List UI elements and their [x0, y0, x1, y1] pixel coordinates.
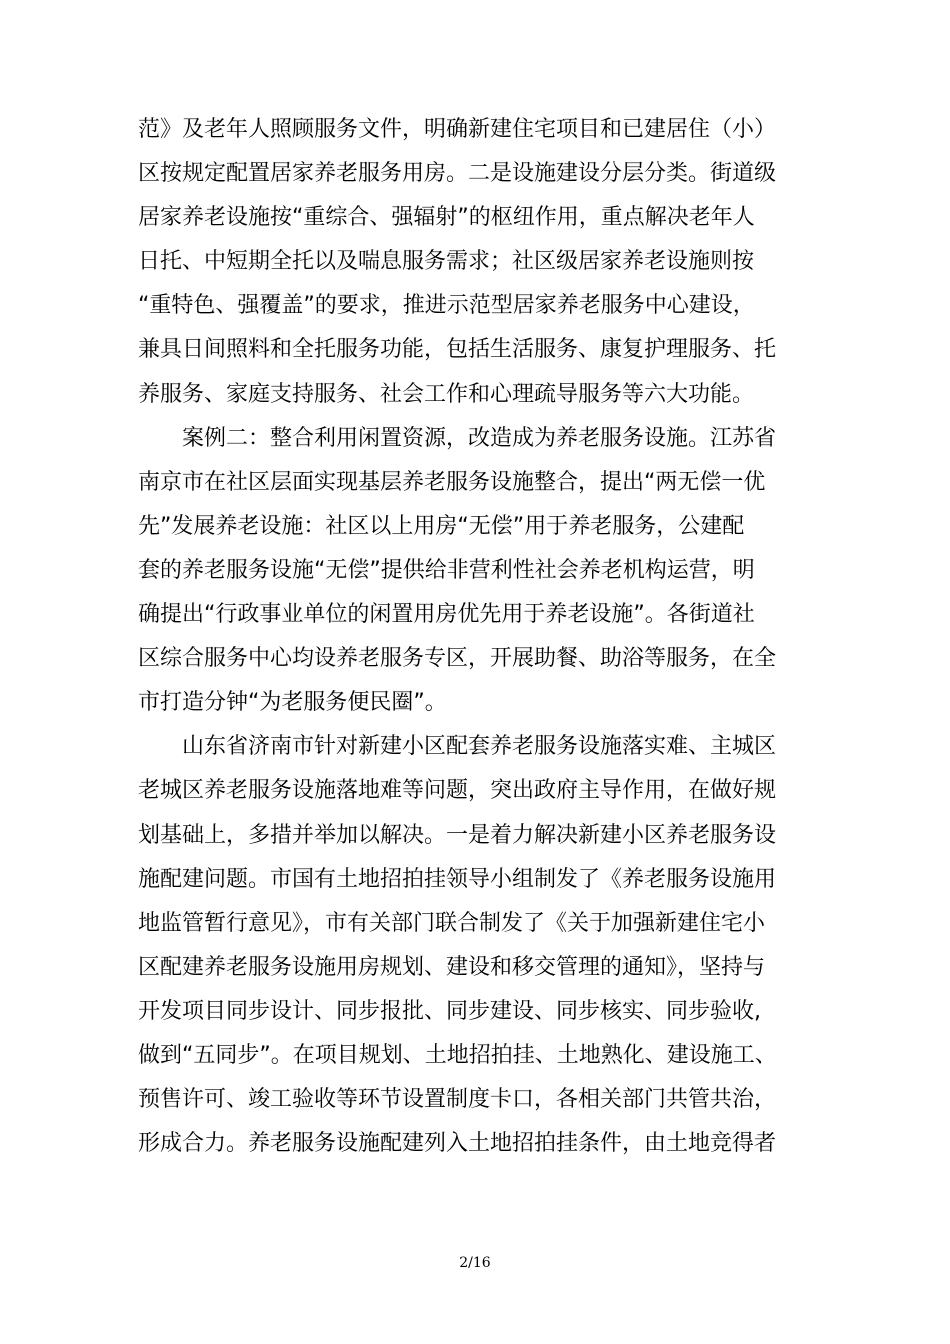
text-line: 做到“五同步”。在项目规划、土地招拍挂、土地熟化、建设施工、 — [138, 1042, 777, 1068]
text-line: 区配建养老服务设施用房规划、建设和移交管理的通知》，坚持与 — [138, 954, 766, 980]
text-line: 区综合服务中心均设养老服务专区，开展助餐、助浴等服务，在全 — [138, 646, 777, 672]
text-line: 开发项目同步设计、同步报批、同步建设、同步核实、同步验收, — [138, 998, 761, 1024]
text-line: 区按规定配置居家养老服务用房。二是设施建设分层分类。街道级 — [138, 161, 777, 187]
text-line: 范》及老年人照顾服务文件，明确新建住宅项目和已建居住（小） — [138, 117, 777, 142]
text-line: 确提出“行政事业单位的闲置用房优先用于养老设施”。各街道社 — [138, 602, 755, 628]
text-line: 预售许可、竣工验收等环节设置制度卡口，各相关部门共管共治， — [138, 1087, 777, 1113]
body-text — [138, 108, 828, 1166]
text-line: 居家养老设施按“重综合、强辐射”的枢纽作用，重点解决老年人 — [138, 205, 755, 231]
text-line: 施配建问题。市国有土地招拍挂领导小组制发了《养老服务设施用 — [138, 866, 777, 892]
text-line: 日托、中短期全托以及喘息服务需求；社区级居家养老设施则按 — [138, 249, 755, 275]
text-line: “重特色、强覆盖”的要求，推进示范型居家养老服务中心建设， — [138, 293, 755, 319]
text-line: 案例二：整合利用闲置资源，改造成为养老服务设施。江苏省 — [138, 425, 777, 451]
text-line: 形成合力。养老服务设施配建列入土地招拍挂条件，由土地竞得者 — [138, 1131, 777, 1157]
text-line: 先”发展养老设施：社区以上用房“无偿”用于养老服务，公建配 — [138, 513, 745, 539]
text-line: 养服务、家庭支持服务、社会工作和心理疏导服务等六大功能。 — [138, 381, 755, 407]
text-line: 地监管暂行意见》，市有关部门联合制发了《关于加强新建住宅小 — [138, 910, 766, 936]
text-line: 市打造分钟“为老服务便民圈”。 — [138, 690, 447, 716]
text-line: 套的养老服务设施“无偿”提供给非营利性社会养老机构运营，明 — [138, 557, 755, 583]
text-line: 老城区养老服务设施落地难等问题，突出政府主导作用，在做好规 — [138, 778, 777, 804]
page-number: 2/16 — [459, 1255, 491, 1271]
text-line: 划基础上，多措并举加以解决。一是着力解决新建小区养老服务设 — [138, 822, 777, 848]
text-line: 兼具日间照料和全托服务功能，包括生活服务、康复护理服务、托 — [138, 337, 777, 363]
text-line: 南京市在社区层面实现基层养老服务设施整合，提出“两无偿一优 — [138, 469, 766, 495]
text-line: 山东省济南市针对新建小区配套养老服务设施落实难、主城区 — [138, 734, 777, 760]
